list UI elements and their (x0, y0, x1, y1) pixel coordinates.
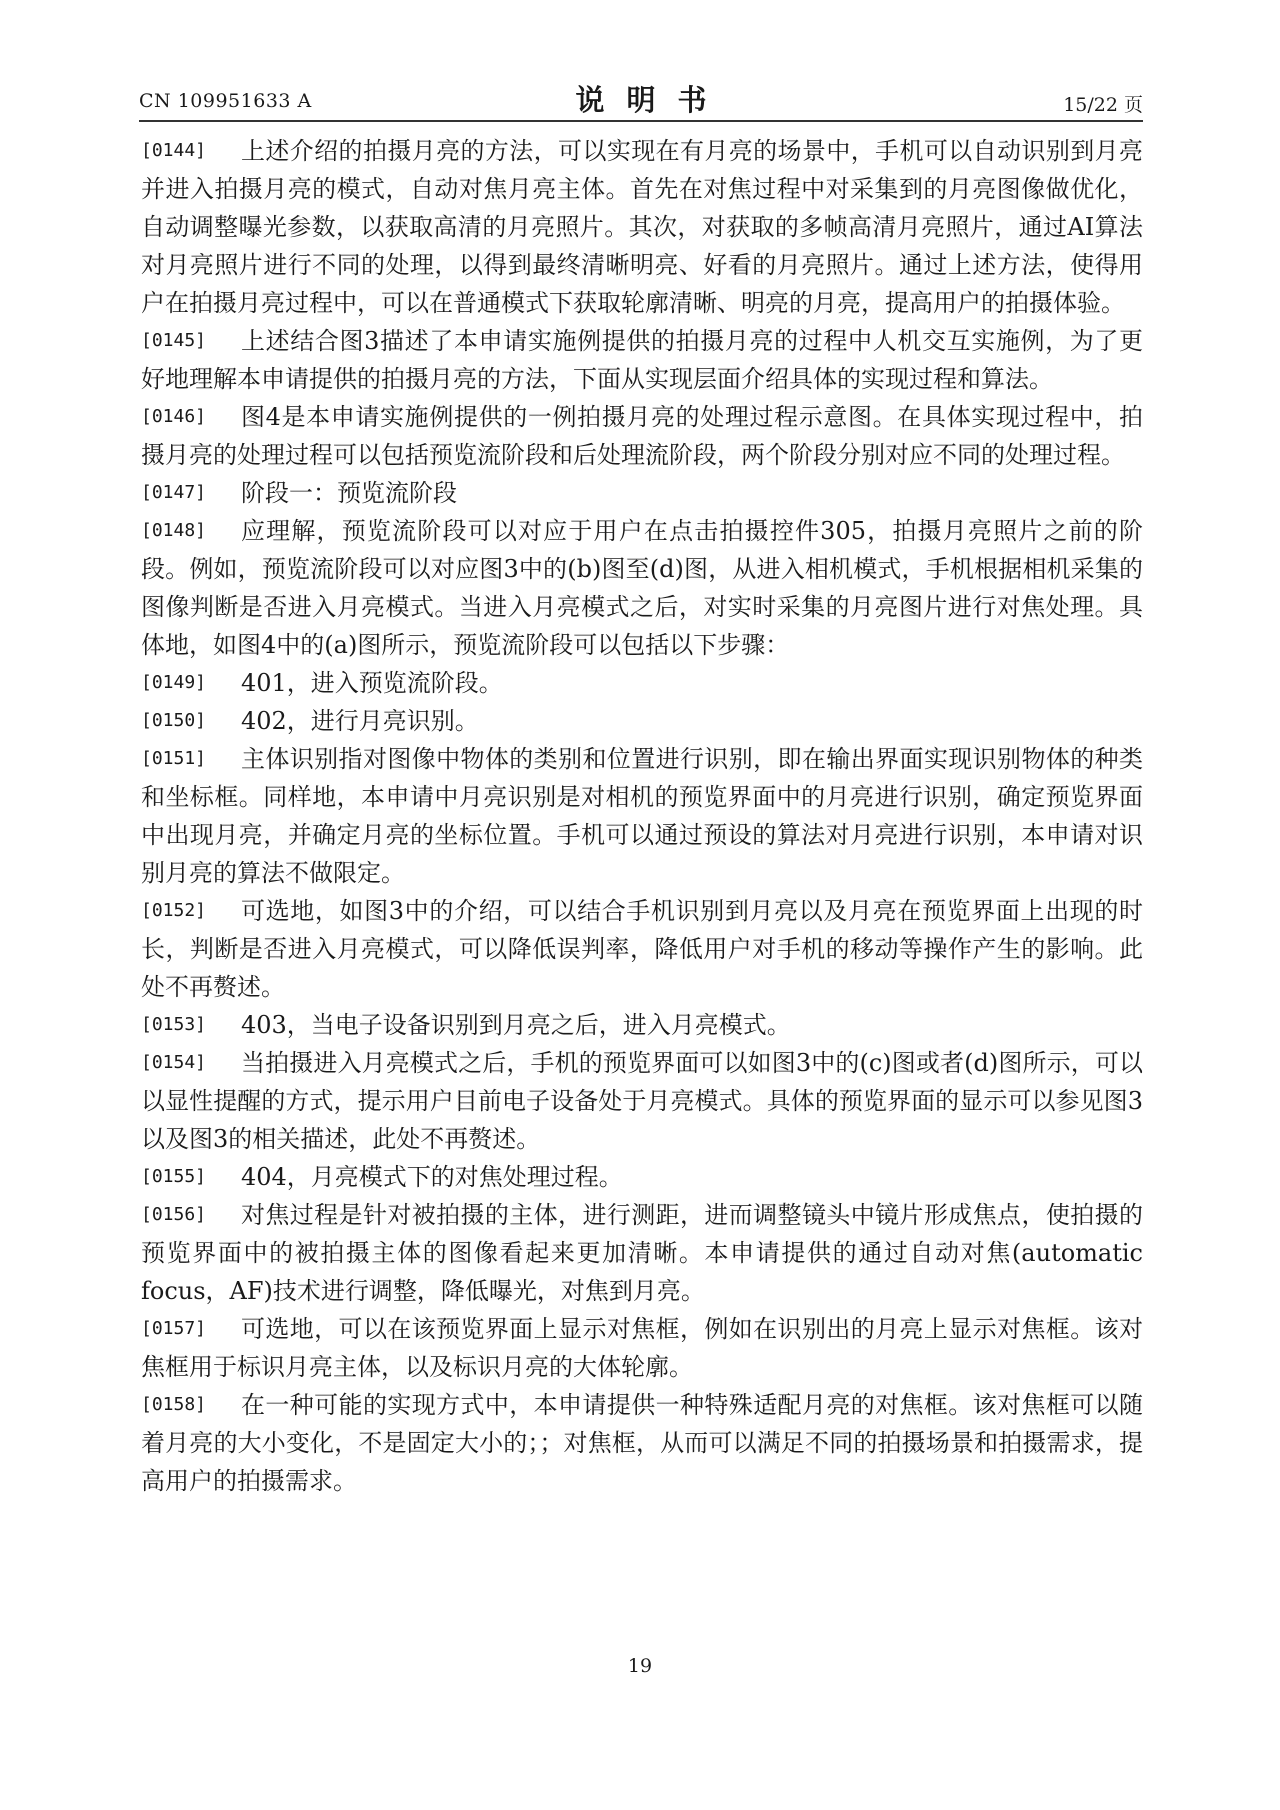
paragraph-text: 在一种可能的实现方式中，本申请提供一种特殊适配月亮的对焦框。该对焦框可以随着月亮的大小变化，不是固定大小的；；对焦框，从而可以满足不同的拍摄场景和拍摄需求，提高用户的拍摄需求。 (141, 1391, 1143, 1495)
paragraph-number: [0154] (141, 1052, 207, 1073)
paragraph-number: [0148] (141, 520, 207, 541)
paragraph-number: [0149] (141, 672, 207, 693)
paragraph-number: [0147] (141, 482, 207, 503)
paragraph-0153 (141, 1006, 1143, 1044)
paragraph-text: 当拍摄进入月亮模式之后，手机的预览界面可以如图3中的(c)图或者(d)图所示，可以以显性提醒的方式，提示用户目前电子设备处于月亮模式。具体的预览界面的显示可以参见图3以及图3的相关描述，此处不再赘述。 (141, 1049, 1143, 1153)
paragraph-number: [0146] (141, 406, 207, 427)
patent-number: CN 109951633 A (139, 90, 312, 112)
paragraph-0154 (141, 1044, 1143, 1158)
paragraph-text: 可选地，可以在该预览界面上显示对焦框，例如在识别出的月亮上显示对焦框。该对焦框用于标识月亮主体，以及标识月亮的大体轮廓。 (141, 1315, 1143, 1381)
header-divider (139, 120, 1143, 122)
paragraph-0149 (141, 664, 1143, 702)
paragraph-0157 (141, 1310, 1143, 1386)
paragraph-0152 (141, 892, 1143, 1006)
paragraph-0150 (141, 702, 1143, 740)
body-content (141, 132, 1143, 1500)
paragraph-text: 上述结合图3描述了本申请实施例提供的拍摄月亮的过程中人机交互实施例，为了更好地理解本申请提供的拍摄月亮的方法，下面从实现层面介绍具体的实现过程和算法。 (141, 327, 1143, 393)
paragraph-number: [0144] (141, 140, 207, 161)
paragraph-text: 402，进行月亮识别。 (241, 707, 479, 735)
page-header (139, 78, 1143, 120)
paragraph-0147 (141, 474, 1143, 512)
paragraph-number: [0145] (141, 330, 207, 351)
paragraph-number: [0157] (141, 1318, 207, 1339)
paragraph-number: [0153] (141, 1014, 207, 1035)
paragraph-number: [0156] (141, 1204, 207, 1225)
paragraph-0145 (141, 322, 1143, 398)
paragraph-text: 图4是本申请实施例提供的一例拍摄月亮的处理过程示意图。在具体实现过程中，拍摄月亮的处理过程可以包括预览流阶段和后处理流阶段，两个阶段分别对应不同的处理过程。 (141, 403, 1143, 469)
paragraph-text: 401，进入预览流阶段。 (241, 669, 503, 697)
paragraph-number: [0158] (141, 1394, 207, 1415)
paragraph-0144 (141, 132, 1143, 322)
paragraph-text: 可选地，如图3中的介绍，可以结合手机识别到月亮以及月亮在预览界面上出现的时长，判断是否进入月亮模式，可以降低误判率，降低用户对手机的移动等操作产生的影响。此处不再赘述。 (141, 897, 1143, 1001)
paragraph-text: 404，月亮模式下的对焦处理过程。 (241, 1163, 623, 1191)
paragraph-text: 阶段一：预览流阶段 (241, 479, 457, 507)
paragraph-0148 (141, 512, 1143, 664)
paragraph-number: [0151] (141, 748, 207, 769)
page-footer (0, 1655, 1280, 1677)
paragraph-0151 (141, 740, 1143, 892)
paragraph-text: 上述介绍的拍摄月亮的方法，可以实现在有月亮的场景中，手机可以自动识别到月亮并进入拍摄月亮的模式，自动对焦月亮主体。首先在对焦过程中对采集到的月亮图像做优化，自动调整曝光参数，以获取高清的月亮照片。其次，对获取的多帧高清月亮照片，通过AI算法对月亮照片进行不同的处理，以得到最终清晰明亮、好看的月亮照片。通过上述方法，使得用户在拍摄月亮过程中，可以在普通模式下获取轮廓清晰、明亮的月亮，提高用户的拍摄体验。 (141, 137, 1143, 317)
paragraph-number: [0155] (141, 1166, 207, 1187)
paragraph-text: 应理解，预览流阶段可以对应于用户在点击拍摄控件305，拍摄月亮照片之前的阶段。例如，预览流阶段可以对应图3中的(b)图至(d)图，从进入相机模式，手机根据相机采集的图像判断是否进入月亮模式。当进入月亮模式之后，对实时采集的月亮图片进行对焦处理。具体地，如图4中的(a)图所示，预览流阶段可以包括以下步骤： (141, 517, 1143, 659)
document-title: 说明书 (575, 83, 729, 117)
paragraph-0156 (141, 1196, 1143, 1310)
paragraph-0158 (141, 1386, 1143, 1500)
paragraph-text: 对焦过程是针对被拍摄的主体，进行测距，进而调整镜头中镜片形成焦点，使拍摄的预览界面中的被拍摄主体的图像看起来更加清晰。本申请提供的通过自动对焦(automatic focus，AF)技术进行调整，降低曝光，对焦到月亮。 (141, 1201, 1143, 1305)
page-number: 19 (627, 1655, 653, 1677)
paragraph-number: [0150] (141, 710, 207, 731)
paragraph-0146 (141, 398, 1143, 474)
paragraph-text: 403，当电子设备识别到月亮之后，进入月亮模式。 (241, 1011, 791, 1039)
page-indicator: 15/22 页 (1063, 94, 1143, 116)
paragraph-0155 (141, 1158, 1143, 1196)
paragraph-text: 主体识别指对图像中物体的类别和位置进行识别，即在输出界面实现识别物体的种类和坐标框。同样地，本申请中月亮识别是对相机的预览界面中的月亮进行识别，确定预览界面中出现月亮，并确定月亮的坐标位置。手机可以通过预设的算法对月亮进行识别，本申请对识别月亮的算法不做限定。 (141, 745, 1143, 887)
paragraph-number: [0152] (141, 900, 207, 921)
